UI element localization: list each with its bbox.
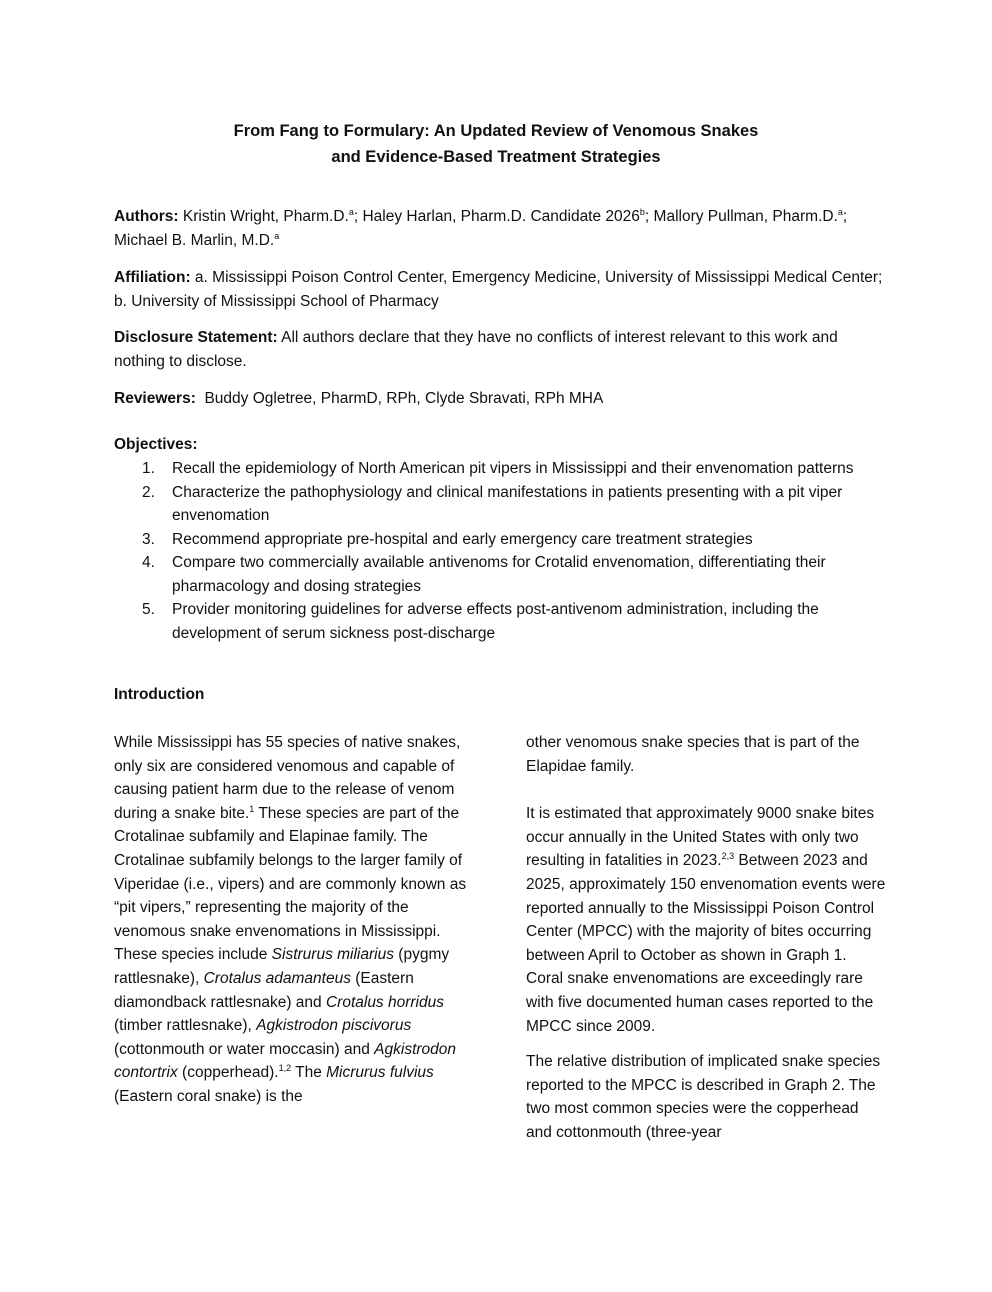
species-name: Micrurus fulvius (326, 1064, 434, 1082)
intro-paragraph-continued: other venomous snake species that is part of the Elapidae family. (526, 734, 860, 775)
disclosure-label: Disclosure Statement: (114, 329, 278, 346)
author-3: ; Mallory Pullman, Pharm.D. (644, 208, 838, 225)
reviewers-paragraph (114, 387, 884, 411)
intro-text: These species are part of the Crotalinae subfamily and Elapinae family. The Crotalinae subfamily belongs to the larger family of Viperidae (i.e., vipers) and are commonly known as “pit vipers,” representing the majority of the venomous snake envenomations in Mississippi. These species include (114, 804, 467, 964)
intro-paragraph-1 (114, 731, 474, 1109)
author-2-affil: b (639, 206, 645, 217)
intro-text: The (291, 1064, 327, 1082)
intro-paragraph-2 (526, 802, 886, 1038)
affiliation-label: Affiliation: (114, 269, 191, 286)
species-name: Crotalus adamanteus (203, 969, 351, 987)
species-name: Agkistrodon contortrix (114, 1040, 457, 1082)
title-line-1: From Fang to Formulary: An Updated Review of Venomous Snakes (233, 122, 759, 140)
intro-text: (timber rattlesnake), (114, 1017, 257, 1035)
reviewers-text: Buddy Ogletree, PharmD, RPh, Clyde Sbravati, RPh MHA (195, 390, 604, 407)
affiliation-text: a. Mississippi Poison Control Center, Emergency Medicine, University of Mississippi Medical Center; b. University of Mississippi School of Pharmacy (114, 269, 883, 310)
objective-item (114, 528, 884, 552)
introduction-left-column (114, 731, 474, 1109)
objective-text: Recall the epidemiology of North American pit vipers in Mississippi and their envenomation patterns (172, 460, 854, 477)
objective-text: Recommend appropriate pre-hospital and early emergency care treatment strategies (172, 530, 753, 548)
objective-text: Provider monitoring guidelines for adverse effects post-antivenom administration, including the development of serum sickness post-discharge (172, 601, 819, 642)
authors-label: Authors: (114, 208, 179, 225)
objectives-heading: Objectives: (114, 436, 198, 453)
intro-paragraph-3: The relative distribution of implicated snake species reported to the MPCC is described in Graph 2. The two most common species were the copperhead and cottonmouth (three-year (526, 1053, 881, 1141)
authors-paragraph (114, 205, 884, 253)
intro-text: (copperhead). (177, 1064, 279, 1082)
intro-text: It is estimated that approximately 9000 snake bites occur annually in the United States with only two resulting in fatalities in 2023. (526, 805, 875, 870)
intro-text: (cottonmouth or water moccasin) and (114, 1040, 375, 1058)
objective-text: Characterize the pathophysiology and clinical manifestations in patients presenting with a pit viper envenomation (172, 483, 843, 524)
objective-number: 2. (142, 483, 155, 501)
introduction-heading: Introduction (114, 686, 205, 703)
intro-text: While Mississippi has 55 species of native snakes, only six are considered venomous and capable of causing patient harm due to the release of venom during a snake bite. (114, 734, 461, 822)
species-name: Agkistrodon piscivorus (256, 1017, 412, 1035)
author-2: ; Haley Harlan, Pharm.D. Candidate 2026 (353, 208, 640, 225)
affiliation-paragraph (114, 266, 884, 314)
objective-item (114, 551, 884, 598)
author-3-affil: a (837, 206, 843, 217)
author-4-affil: a (274, 230, 280, 241)
intro-text: (Eastern coral snake) is the (114, 1087, 303, 1105)
objective-item (114, 481, 884, 528)
introduction-right-column (526, 731, 886, 1145)
title-line-2: and Evidence-Based Treatment Strategies (331, 148, 661, 166)
objective-number: 1. (142, 460, 155, 477)
citation: 1 (249, 803, 255, 814)
objective-number: 4. (142, 554, 155, 571)
citation: 2,3 (721, 851, 735, 862)
objectives-list (114, 457, 884, 645)
reviewers-label: Reviewers: (114, 390, 196, 407)
objective-text: Compare two commercially available antivenoms for Crotalid envenomation, differentiating their pharmacology and dosing strategies (172, 554, 826, 595)
intro-text: (pygmy rattlesnake), (114, 946, 450, 987)
intro-text: (Eastern diamondback rattlesnake) and (114, 969, 414, 1011)
author-1-affil: a (348, 206, 354, 217)
disclosure-text: All authors declare that they have no conflicts of interest relevant to this work and nothing to disclose. (114, 329, 838, 370)
species-name: Sistrurus miliarius (271, 946, 394, 964)
objective-number: 5. (142, 601, 155, 618)
author-1: Kristin Wright, Pharm.D. (178, 208, 349, 225)
citation: 1,2 (278, 1063, 292, 1074)
objective-item (114, 598, 884, 645)
author-4: ; Michael B. Marlin, M.D. (114, 208, 848, 249)
objective-number: 3. (142, 530, 155, 548)
objective-item (114, 457, 884, 481)
article-title (0, 118, 992, 170)
intro-text: Between 2023 and 2025, approximately 150 envenomation events were reported annually to the Mississippi Poison Control Center (MPCC) with the majority of bites occurring between April to October as shown in Graph 1. Coral snake envenomations are exceedingly rare with five documented human cases reported to the MPCC since 2009. (526, 852, 886, 1035)
disclosure-paragraph (114, 326, 884, 374)
species-name: Crotalus horridus (325, 993, 444, 1011)
